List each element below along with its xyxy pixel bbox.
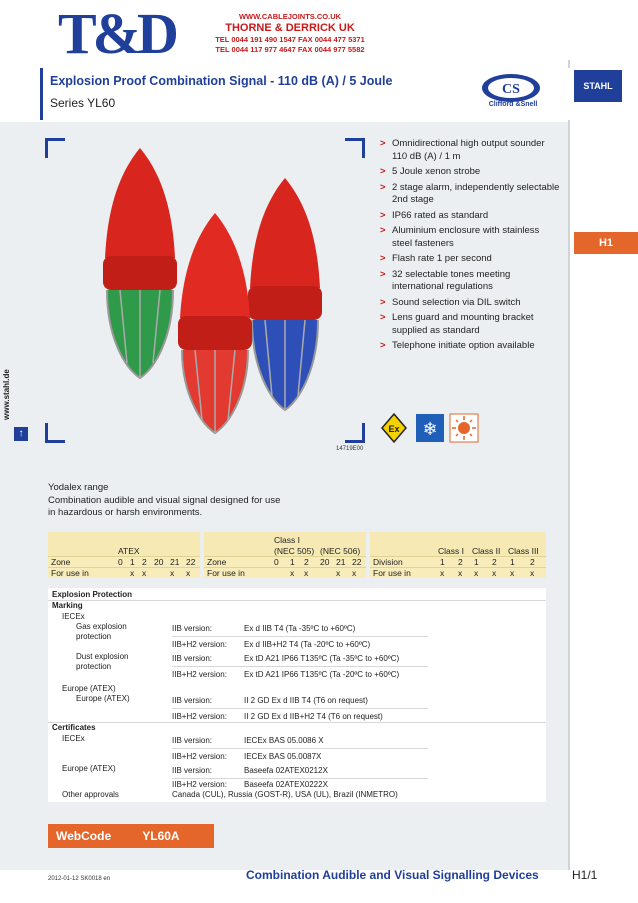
zone-cell: 1	[290, 557, 295, 567]
dust-iib-value: Ex tD A21 IP66 T135ºC (Ta -35ºC to +60ºC)	[244, 654, 400, 663]
dust-iibh2-value: Ex tD A21 IP66 T135ºC (Ta -20ºC to +60ºC)	[244, 670, 400, 679]
frame-corner	[345, 138, 365, 158]
zone-cell: 20	[154, 557, 164, 567]
use-cell: x	[130, 568, 135, 578]
version-label: IIB version:	[172, 624, 213, 633]
gas-iib-value: Ex d IIB T4 (Ta -35ºC to +60ºC)	[244, 624, 356, 633]
version-label: IIB+H2 version:	[172, 640, 227, 649]
sun-icon	[450, 414, 478, 442]
use-cell: x	[530, 568, 535, 578]
use-cell: x	[186, 568, 191, 578]
cert-iecex-iib: IECEx BAS 05.0086 X	[244, 736, 324, 745]
feature-item: > Lens guard and mounting bracket supplied as standard	[380, 312, 560, 337]
zone-cell: 21	[170, 557, 180, 567]
feature-item: > 2 stage alarm, independently selectable 2nd stage	[380, 182, 560, 207]
td-logo: T&D	[58, 1, 175, 66]
intro-description-2: in hazardous or harsh environments.	[48, 507, 203, 518]
use-cell: x	[440, 568, 445, 578]
footer-date: 2012-01-12 SK0018 en	[48, 876, 111, 882]
div-cell: 1	[474, 557, 479, 567]
zone-cell: 21	[336, 557, 346, 567]
zone-label: Zone	[207, 557, 227, 567]
feature-item: > 32 selectable tones meeting international regulations	[380, 269, 560, 294]
webcode-value: YL60A	[142, 829, 180, 843]
page-number: H1/1	[572, 868, 598, 882]
certificates-head: Certificates	[52, 723, 96, 732]
feature-item: > Flash rate 1 per second	[380, 253, 560, 266]
zone-cell: 0	[274, 557, 279, 567]
frame-corner	[45, 423, 65, 443]
nec-506: (NEC 506)	[320, 546, 361, 556]
use-label: For use in	[207, 568, 245, 578]
ex-icon	[382, 414, 406, 442]
nec-head: Class I	[274, 535, 300, 545]
side-url[interactable]: www.stahl.de	[2, 369, 11, 420]
svg-text:❄: ❄	[422, 419, 438, 440]
use-cell: x	[474, 568, 479, 578]
cert-iecex-iibh2: IECEx BAS 05.0087X	[244, 752, 322, 761]
page-title: Explosion Proof Combination Signal - 110 dB (A) / 5 Joule	[50, 74, 393, 88]
cert-atex-iib: Baseefa 02ATEX0212X	[244, 766, 328, 775]
svg-text:Ex: Ex	[388, 424, 400, 434]
dust-label: Dust explosion protection	[76, 652, 129, 671]
feature-item: > Telephone initiate option available	[380, 340, 560, 353]
cert-iecex-label: IECEx	[62, 734, 85, 743]
div-cell: 2	[530, 557, 535, 567]
zone-label: Zone	[51, 557, 71, 567]
other-approvals-value: Canada (CUL), Russia (GOST-R), USA (UL), Brazil (INMETRO)	[172, 790, 398, 799]
gas-label: Gas explosion protection	[76, 622, 127, 641]
version-label: IIB version:	[172, 766, 213, 775]
intro-range: Yodalex range	[48, 482, 109, 493]
use-label: For use in	[51, 568, 89, 578]
company-name: THORNE & DERRICK UK	[225, 22, 355, 34]
use-cell: x	[304, 568, 309, 578]
snowflake-icon	[416, 414, 444, 442]
cert-atex-iibh2: Baseefa 02ATEX0222X	[244, 780, 328, 789]
cs-caption: Clifford &Snell	[488, 101, 538, 108]
webcode-label: WebCode	[56, 829, 112, 843]
use-cell: x	[290, 568, 295, 578]
version-label: IIB version:	[172, 654, 213, 663]
zone-cell: 2	[142, 557, 147, 567]
version-label: IIB+H2 version:	[172, 780, 227, 789]
footer-title: Combination Audible and Visual Signalling Devices	[246, 868, 539, 882]
image-code: 14719E00	[336, 446, 364, 452]
feature-item: > 5 Joule xenon strobe	[380, 166, 560, 179]
version-label: IIB+H2 version:	[172, 670, 227, 679]
signal-devices-illustration	[45, 138, 365, 443]
atex-head: ATEX	[118, 546, 140, 556]
zone-cell: 22	[186, 557, 196, 567]
zone-cell: 20	[320, 557, 330, 567]
svg-text:CS: CS	[502, 82, 520, 97]
contact-tel-1: TEL 0044 191 490 1547 FAX 0044 477 5371	[215, 35, 365, 44]
class-head: Class II	[472, 546, 501, 556]
div-cell: 1	[440, 557, 445, 567]
marking-head: Marking	[52, 601, 83, 610]
feature-list	[380, 138, 560, 356]
zone-cell: 2	[304, 557, 309, 567]
use-cell: x	[458, 568, 463, 578]
device-red	[178, 213, 252, 433]
explosion-protection-table	[48, 588, 546, 802]
class-head: Class III	[508, 546, 539, 556]
feature-item: > Omnidirectional high output sounder 110 dB (A) / 1 m	[380, 138, 560, 163]
feature-item: > IP66 rated as standard	[380, 210, 560, 223]
device-blue	[248, 178, 322, 410]
use-cell: x	[492, 568, 497, 578]
frame-corner	[45, 138, 65, 158]
device-green	[103, 148, 177, 378]
iecex-label: IECEx	[62, 612, 85, 621]
zone-cell: 1	[130, 557, 135, 567]
contact-block	[190, 12, 390, 55]
version-label: IIB+H2 version:	[172, 752, 227, 761]
version-label: IIB version:	[172, 696, 213, 705]
div-cell: 1	[510, 557, 515, 567]
other-approvals-label: Other approvals	[62, 790, 119, 799]
column-divider	[568, 60, 570, 870]
contact-url[interactable]: WWW.CABLEJOINTS.CO.UK	[238, 12, 342, 21]
use-cell: x	[170, 568, 175, 578]
frame-corner	[345, 423, 365, 443]
version-label: IIB version:	[172, 736, 213, 745]
gas-iibh2-value: Ex d IIB+H2 T4 (Ta -20ºC to +60ºC)	[244, 640, 371, 649]
div-cell: 2	[492, 557, 497, 567]
series-label: Series YL60	[50, 96, 116, 110]
atex-iib-value: II 2 GD Ex d IIB T4 (T6 on request)	[244, 696, 368, 705]
product-photo	[45, 138, 365, 443]
stahl-logo: STAHL	[574, 70, 622, 102]
class-head: Class I	[438, 546, 464, 556]
cert-europe-label: Europe (ATEX)	[62, 764, 116, 773]
feature-item: > Aluminium enclosure with stainless steel fasteners	[380, 225, 560, 250]
version-label: IIB+H2 version:	[172, 712, 227, 721]
certification-icons	[378, 412, 488, 444]
europe-label: Europe (ATEX)	[62, 684, 116, 693]
contact-tel-2: TEL 0044 117 977 4647 FAX 0044 977 5582	[215, 45, 365, 54]
atex-iibh2-value: II 2 GD Ex d IIB+H2 T4 (T6 on request)	[244, 712, 383, 721]
arrow-up-icon[interactable]: ↑	[14, 427, 28, 441]
europe-sub-label: Europe (ATEX)	[76, 694, 130, 703]
intro-description: Combination audible and visual signal designed for use	[48, 494, 281, 506]
use-cell: x	[142, 568, 147, 578]
use-cell: x	[336, 568, 341, 578]
feature-item: > Sound selection via DIL switch	[380, 297, 560, 310]
zone-cell: 0	[118, 557, 123, 567]
use-cell: x	[510, 568, 515, 578]
div-cell: 2	[458, 557, 463, 567]
protection-title: Explosion Protection	[52, 590, 133, 599]
intro-text	[48, 482, 328, 520]
section-tab[interactable]: H1	[574, 232, 638, 254]
use-cell: x	[352, 568, 357, 578]
use-label: For use in	[373, 568, 411, 578]
zone-cell: 22	[352, 557, 362, 567]
nec-505: (NEC 505)	[274, 546, 315, 556]
webcode-box[interactable]	[48, 824, 214, 848]
division-label: Division	[373, 557, 403, 567]
